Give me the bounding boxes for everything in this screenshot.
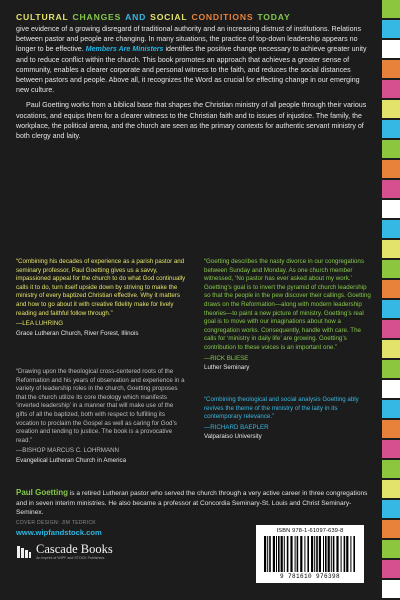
endorsement-name: —RICHARD BAEPLER bbox=[204, 423, 269, 431]
barcode-bar bbox=[267, 536, 268, 572]
barcode-bar bbox=[353, 536, 355, 572]
color-stripe bbox=[382, 460, 400, 480]
barcode-bar bbox=[297, 536, 299, 572]
book-title: Members Are Ministers bbox=[85, 45, 164, 54]
barcode-bar bbox=[295, 536, 296, 572]
barcode-bar bbox=[331, 536, 332, 572]
barcode-bar bbox=[350, 536, 351, 572]
publisher-tagline: An Imprint of WIPF and STOCK Publishers bbox=[36, 556, 105, 560]
barcode-bar bbox=[287, 536, 289, 572]
cover-design-credit: COVER DESIGN: JIM TEDRICK bbox=[16, 520, 96, 526]
intro-text-b: identifies the positive change necessary to achieve greater unity and to reduce conflict within the church. This book promotes an approach that achieves a greater sense of community, enables a clearer corporate and personal witness to the faith, and reduces the social distances between pastors and people. Above all, it recognizes the Word as crucial for effecting change in our emerging new culture. bbox=[16, 45, 367, 95]
isbn-number: ISBN 978-1-61097-639-8 bbox=[276, 528, 344, 534]
barcode-bar bbox=[273, 536, 275, 572]
barcode-bars bbox=[264, 536, 356, 572]
color-stripe bbox=[382, 140, 400, 160]
color-stripe bbox=[382, 440, 400, 460]
barcode-bar bbox=[328, 536, 330, 572]
color-stripe bbox=[382, 120, 400, 140]
endorsement-quote: “Combining theological and social analysis Goetting ably revives the theme of the ministry of the laity in its contemporary relevance.” bbox=[204, 396, 359, 421]
color-stripe bbox=[382, 340, 400, 360]
color-stripe bbox=[382, 480, 400, 500]
headline bbox=[16, 12, 384, 22]
barcode-bar bbox=[304, 536, 305, 572]
barcode-bar bbox=[264, 536, 266, 572]
color-stripe bbox=[382, 240, 400, 260]
headline-word: SOCIAL bbox=[150, 12, 188, 22]
color-stripe bbox=[382, 280, 400, 300]
color-stripe bbox=[382, 300, 400, 320]
color-stripe-border bbox=[382, 0, 400, 600]
endorsement-affiliation: Grace Lutheran Church, River Forest, Illinois bbox=[16, 329, 139, 337]
cascade-logo-icon bbox=[16, 544, 32, 560]
author-bio bbox=[16, 488, 376, 518]
barcode-bar bbox=[290, 536, 292, 572]
headline-word: CONDITIONS bbox=[191, 12, 254, 22]
color-stripe bbox=[382, 0, 400, 20]
color-stripe bbox=[382, 540, 400, 560]
barcode-bar bbox=[269, 536, 271, 572]
color-stripe bbox=[382, 40, 400, 60]
color-stripe bbox=[382, 560, 400, 580]
color-stripe bbox=[382, 80, 400, 100]
barcode-bar bbox=[344, 536, 346, 572]
endorsement-4 bbox=[204, 396, 374, 442]
intro-text bbox=[16, 24, 372, 146]
barcode-bar bbox=[276, 536, 277, 572]
color-stripe bbox=[382, 360, 400, 380]
color-stripe bbox=[382, 400, 400, 420]
endorsement-name: —RICK BLIESE bbox=[204, 354, 249, 362]
endorsement-affiliation: Luther Seminary bbox=[204, 364, 250, 372]
publisher-website-link[interactable]: www.wipfandstock.com bbox=[16, 528, 102, 537]
color-stripe bbox=[382, 380, 400, 400]
barcode-bar bbox=[341, 536, 342, 572]
color-stripe bbox=[382, 260, 400, 280]
barcode-bar bbox=[311, 536, 313, 572]
endorsement-name: —BISHOP MARCUS C. LOHRMANN bbox=[16, 447, 120, 455]
barcode-bar bbox=[325, 536, 327, 572]
endorsement-name: —LEA LUHRING bbox=[16, 320, 64, 328]
color-stripe bbox=[382, 200, 400, 220]
color-stripe bbox=[382, 20, 400, 40]
headline-word: TODAY bbox=[257, 12, 291, 22]
endorsement-quote: “Combining his decades of experience as a parish pastor and seminary professor, Paul Goetting gives us a savvy, impassioned appeal for the church to do what God continually calls it to do, turn itself upside down by striving to make the ministry of every baptized Christian effective. Why it matters and how to go about it with creative fidelity make for lively reading and faithful follow through.” bbox=[16, 258, 186, 317]
color-stripe bbox=[382, 420, 400, 440]
endorsement-quote: “Drawing upon the theological cross-centered roots of the Reformation and his years of observation and experience in a variety of leadership roles in the church, Goetting proposes that the church utilize its core theology which manifests ‘inverted leadership’ in a manner that will make use of the gifts of all the baptized, both with respect to fulfilling its vocation to proclaim the Gospel as well as caring for God’s creation and tending to justice. The book is a provocative read.” bbox=[16, 368, 185, 444]
color-stripe bbox=[382, 60, 400, 80]
barcode-bar bbox=[333, 536, 335, 572]
color-stripe bbox=[382, 580, 400, 600]
author-name: Paul Goetting bbox=[16, 488, 68, 497]
endorsement-affiliation: Evangelical Lutheran Church in America bbox=[16, 456, 127, 464]
intro-paragraph-2: Paul Goetting works from a biblical base that shapes the Christian ministry of all people through their various vocations, and equips them for a clearer witness to the Christian faith and to issues of injustice. The family, the workplace, the political arena, and the church are seen as the primary contexts for authentic servant ministry of both clergy and laity. bbox=[16, 101, 367, 141]
color-stripe bbox=[382, 100, 400, 120]
barcode-bar bbox=[278, 536, 280, 572]
publisher-name: Cascade Books bbox=[36, 542, 113, 556]
color-stripe bbox=[382, 220, 400, 240]
intro-text-a: give evidence of a growing disregard of traditional authority and an increasing distrust of institutions. Relations between pastor and people are changing. In many situations, the practice of top-down leadership appears no longer to be effective. bbox=[16, 25, 362, 54]
barcode-bar bbox=[336, 536, 338, 572]
color-stripe bbox=[382, 320, 400, 340]
barcode-bar bbox=[314, 536, 315, 572]
barcode-bar bbox=[281, 536, 283, 572]
color-stripe bbox=[382, 500, 400, 520]
color-stripe bbox=[382, 180, 400, 200]
headline-word: AND bbox=[125, 12, 147, 22]
color-stripe bbox=[382, 160, 400, 180]
endorsement-affiliation: Valparaiso University bbox=[204, 433, 262, 441]
barcode-bar bbox=[319, 536, 321, 572]
barcode-bar bbox=[307, 536, 309, 572]
endorsement-3 bbox=[16, 368, 186, 466]
endorsement-2 bbox=[204, 258, 374, 373]
headline-word: CULTURAL bbox=[16, 12, 69, 22]
color-stripe bbox=[382, 520, 400, 540]
barcode-bar bbox=[323, 536, 324, 572]
barcode-bar bbox=[300, 536, 302, 572]
headline-word: CHANGES bbox=[72, 12, 122, 22]
barcode-bar bbox=[284, 536, 285, 572]
endorsement-quote: “Goetting describes the nasty divorce in our congregations between Sunday and Monday. As one church member witnessed, ‘No pastor has ever asked about my work.’ Goetting’s goal is to invert the pyramid of church leadership so that the people in the pew discover their callings. Goetting draws on the Reformation—along with modern leadership theories—to paint a new picture of ministry. Goetting’s real goal is to move with our imaginations about how a congregation works. Consequently, handle with care. The calls for ‘ministry in daily life’ are growing. Goetting’s contribution to these voices is an important one.” bbox=[204, 258, 371, 351]
barcode-bar bbox=[316, 536, 318, 572]
intro-paragraph-1 bbox=[16, 24, 372, 95]
publisher-logo bbox=[16, 541, 134, 562]
endorsement-1 bbox=[16, 258, 186, 338]
isbn-barcode bbox=[256, 525, 364, 583]
author-bio-text: is a retired Lutheran pastor who served the church through a very active career in three congregations and in seven interim ministries. He also became a professor at Concordia Seminary-St. Louis and Christ Seminary-Seminex. bbox=[16, 490, 368, 517]
barcode-bar bbox=[346, 536, 348, 572]
barcode-digits: 9 781610 976398 bbox=[279, 573, 340, 580]
